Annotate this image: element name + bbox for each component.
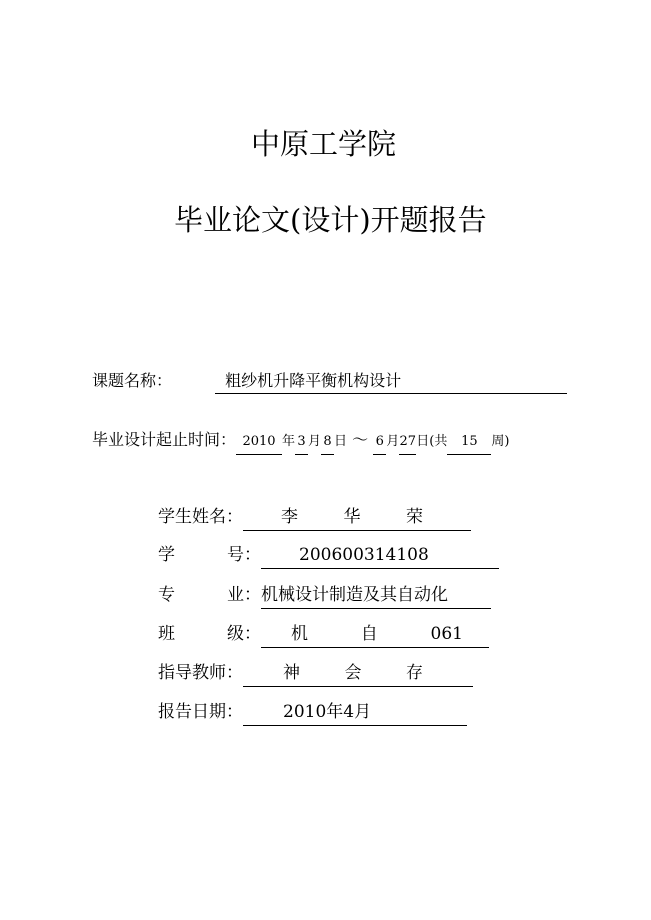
advisor-char: 会 [344, 663, 362, 683]
class-char: 自 [360, 624, 378, 644]
period-end-day: 27 [399, 431, 416, 455]
period-start-day: 8 [321, 431, 334, 455]
period-end-month-unit: 月 [386, 434, 400, 449]
period-total-prefix: 日(共 [416, 434, 448, 449]
period-tilde: ～ [352, 430, 369, 449]
report-date-row [158, 700, 467, 726]
period-weeks-suffix: 周) [491, 434, 510, 449]
period-start-month: 3 [295, 431, 308, 455]
advisor-field [243, 661, 473, 687]
major-value: 机械设计制造及其自动化 [261, 583, 491, 609]
student-name-char: 荣 [406, 507, 423, 527]
class-char: 机 [291, 624, 308, 644]
student-name-char: 华 [343, 507, 361, 527]
advisor-row [158, 661, 473, 687]
period-end-month: 6 [373, 431, 386, 455]
report-date-label: 报告日期： [158, 702, 243, 722]
student-name-row [158, 505, 471, 531]
period-year-unit: 年 [282, 434, 296, 449]
student-id-value: 200600314108 [261, 543, 499, 569]
label-char: 业 [227, 585, 244, 605]
class-row [158, 622, 489, 648]
label-char: 号 [227, 545, 244, 565]
student-name-char: 李 [281, 507, 298, 527]
period-row [92, 429, 509, 455]
label-char: 学 [158, 545, 175, 565]
major-row [158, 583, 491, 609]
major-label [158, 583, 244, 607]
student-name-label: 学生姓名： [158, 507, 243, 527]
topic-row [92, 370, 567, 394]
period-day-unit: 日 [334, 434, 348, 449]
colon: ： [244, 545, 261, 565]
period-month-unit: 月 [308, 434, 322, 449]
student-name-field [243, 505, 471, 531]
label-char: 专 [158, 585, 175, 605]
colon: ： [244, 624, 261, 644]
school-name: 中原工学院 [251, 127, 397, 161]
label-char: 班 [158, 624, 175, 644]
student-id-label [158, 543, 244, 567]
report-date-value: 2010年4月 [243, 700, 467, 726]
class-char: 061 [430, 624, 463, 644]
period-label: 毕业设计起止时间： [92, 430, 237, 449]
period-start-year: 2010 [236, 431, 282, 455]
advisor-char: 神 [283, 663, 300, 683]
topic-label: 课题名称： [92, 371, 173, 390]
advisor-char: 存 [406, 663, 423, 683]
period-weeks: 15 [447, 431, 491, 455]
topic-value: 粗纱机升降平衡机构设计 [215, 370, 567, 394]
class-label [158, 622, 244, 646]
advisor-label: 指导教师： [158, 663, 243, 683]
student-id-row [158, 543, 499, 569]
report-title: 毕业论文(设计)开题报告 [174, 203, 487, 237]
colon: ： [244, 585, 261, 605]
class-field [261, 622, 489, 648]
label-char: 级 [227, 624, 244, 644]
